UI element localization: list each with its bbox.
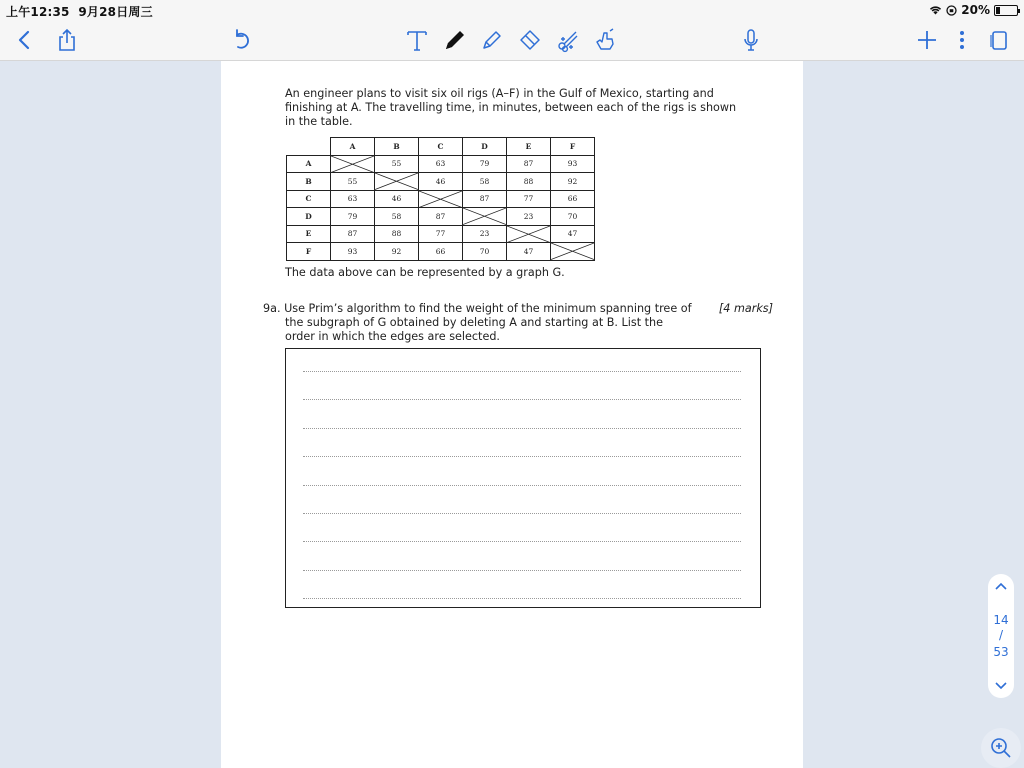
table-cell: 77 [419,225,463,243]
microphone-icon[interactable] [736,25,766,55]
table-row [287,190,595,208]
table-row [287,243,595,261]
crossed-cell [419,190,463,208]
table-cell: 47 [507,243,551,261]
question-marks: [4 marks] [718,302,773,315]
document-page[interactable] [221,61,803,768]
pen-icon[interactable] [440,25,470,55]
table-cell: 66 [551,190,595,208]
page-navigator [988,574,1014,698]
scissors-icon[interactable] [553,25,583,55]
answer-line [303,399,741,400]
total-pages: 53 [993,645,1009,659]
question-line-2: the subgraph of G obtained by deleting A and starting at B. List the [285,316,664,329]
table-row [287,155,595,173]
table-cell: 46 [375,190,419,208]
table-cell: 79 [463,155,507,173]
status-bar [0,0,1024,20]
intro-text [285,87,765,129]
table-cell: 23 [463,225,507,243]
toolbar [0,20,1024,61]
row-header: A [287,155,331,173]
back-icon[interactable] [10,25,40,55]
add-icon[interactable] [912,25,942,55]
answer-line [303,371,741,372]
crossed-cell [507,225,551,243]
column-header: D [463,138,507,156]
answer-line [303,485,741,486]
answer-box[interactable] [285,348,761,608]
table-cell: 88 [375,225,419,243]
answer-line [303,570,741,571]
distance-table [286,137,595,261]
table-cell: 87 [419,208,463,226]
orientation-lock-icon [946,5,957,16]
answer-line [303,456,741,457]
crossed-cell [375,173,419,191]
page-separator: / [998,628,1004,642]
table-cell: 70 [551,208,595,226]
table-cell: 92 [375,243,419,261]
battery-percent: 20% [961,3,990,17]
intro-line-1: An engineer plans to visit six oil rigs (A–F) in the Gulf of Mexico, starting and [285,87,714,100]
table-cell: 66 [419,243,463,261]
table-cell: 70 [463,243,507,261]
zoom-icon[interactable] [981,728,1021,768]
table-cell: 55 [375,155,419,173]
highlighter-icon[interactable] [477,25,507,55]
text-tool-icon[interactable] [402,25,432,55]
row-header: B [287,173,331,191]
page-up-icon[interactable] [994,580,1008,594]
intro-line-2: finishing at A. The travelling time, in minutes, between each of the rigs is shown [285,101,737,114]
more-icon[interactable] [947,25,977,55]
pages-icon[interactable] [984,25,1014,55]
status-right [929,3,1018,17]
crossed-cell [331,155,375,173]
question-line-1: Use Prim’s algorithm to find the weight of the minimum spanning tree of [284,302,692,315]
crossed-cell [463,208,507,226]
table-cell: 92 [551,173,595,191]
table-cell: 55 [331,173,375,191]
column-header: C [419,138,463,156]
table-row [287,208,595,226]
question-number: 9a. [263,302,281,315]
row-header: D [287,208,331,226]
table-cell: 87 [507,155,551,173]
undo-icon[interactable] [227,25,257,55]
graph-note: The data above can be represented by a graph G. [285,266,565,279]
table-cell: 79 [331,208,375,226]
table-row [287,225,595,243]
question-line-3: order in which the edges are selected. [285,330,500,343]
column-header: A [331,138,375,156]
question-9a [263,302,773,344]
table-cell: 87 [463,190,507,208]
table-cell: 63 [331,190,375,208]
answer-line [303,598,741,599]
status-time: 上午12:35 9月28日周三 [6,5,153,19]
intro-line-3: in the table. [285,115,353,128]
row-header: C [287,190,331,208]
table-corner [287,138,331,156]
table-cell: 58 [375,208,419,226]
column-header: F [551,138,595,156]
answer-line [303,541,741,542]
table-cell: 23 [507,208,551,226]
finger-icon[interactable] [590,25,620,55]
table-cell: 46 [419,173,463,191]
current-page: 14 [993,613,1009,627]
table-cell: 93 [331,243,375,261]
table-cell: 93 [551,155,595,173]
table-cell: 63 [419,155,463,173]
wifi-icon [929,5,942,15]
row-header: F [287,243,331,261]
crossed-cell [551,243,595,261]
column-header: E [507,138,551,156]
table-cell: 58 [463,173,507,191]
table-cell: 87 [331,225,375,243]
eraser-icon[interactable] [515,25,545,55]
table-cell: 88 [507,173,551,191]
table-cell: 77 [507,190,551,208]
answer-line [303,428,741,429]
battery-icon [994,5,1018,16]
table-cell: 47 [551,225,595,243]
row-header: E [287,225,331,243]
page-down-icon[interactable] [994,678,1008,692]
answer-line [303,513,741,514]
table-row [287,173,595,191]
column-header: B [375,138,419,156]
share-icon[interactable] [52,25,82,55]
